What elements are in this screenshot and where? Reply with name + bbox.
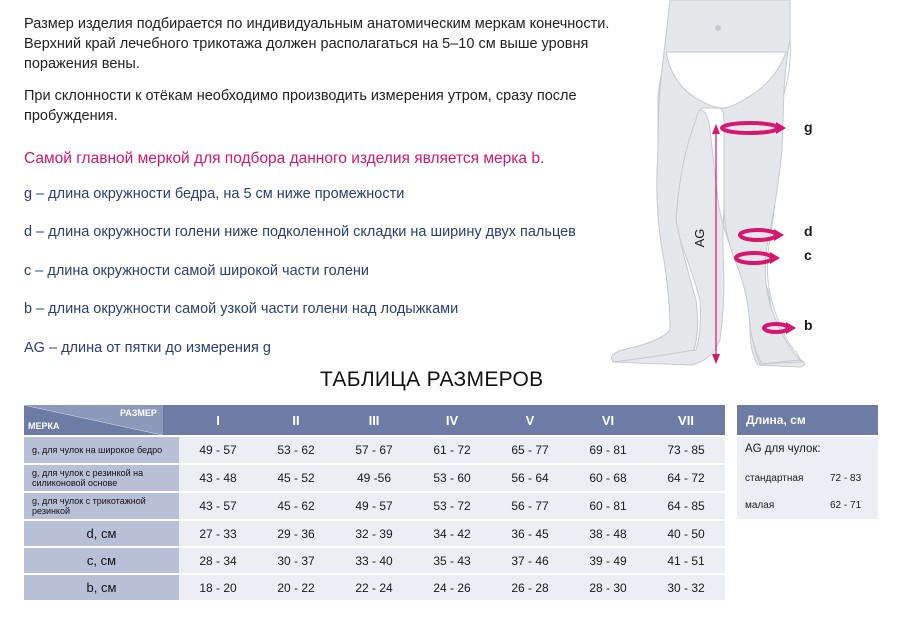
table-row xyxy=(24,465,725,491)
length-header: Длина, см xyxy=(737,405,878,435)
intro-paragraph-2: При склонности к отёкам необходимо производить измерения утром, сразу после пробуждения. xyxy=(24,88,577,124)
table-cell: 49 -56 xyxy=(335,465,413,491)
definition-b: b – длина окружности самой узкой части голени над лодыжками xyxy=(24,301,459,317)
length-row-short-value: 62 - 71 xyxy=(830,500,862,511)
table-cell: 56 - 77 xyxy=(491,493,569,519)
definition-g: g – длина окружности бедра, на 5 см ниже промежности xyxy=(24,186,405,202)
table-cell: 39 - 49 xyxy=(569,548,647,573)
row-label-g-knit: g, для чулок с трикотажной резинкой xyxy=(24,493,179,519)
size-header-3: III xyxy=(335,405,413,435)
table-cell: 60 - 68 xyxy=(569,465,647,491)
table-cell: 24 - 26 xyxy=(413,575,491,600)
size-header-4: IV xyxy=(413,405,491,435)
label-d: d xyxy=(804,223,813,239)
size-header-7: VII xyxy=(647,405,725,435)
length-panel xyxy=(737,437,878,519)
ag-arrow-bottom xyxy=(712,354,720,364)
corner-measure-label: МЕРКА xyxy=(28,421,60,431)
table-cell: 18 - 20 xyxy=(179,575,257,600)
table-cell: 28 - 30 xyxy=(569,575,647,600)
table-cell: 37 - 46 xyxy=(491,548,569,573)
table-cell: 36 - 45 xyxy=(491,521,569,546)
label-c: c xyxy=(804,247,812,263)
label-g: g xyxy=(804,119,813,135)
table-cell: 28 - 34 xyxy=(179,548,257,573)
row-label-g-wide: g, для чулок на широкое бедро xyxy=(24,437,179,463)
intro-paragraph-1: Размер изделия подбирается по индивидуальным анатомическим меркам конечности. Верхний край лечебного трикотажа должен располагаться на 5–10 см выше уровня поражения вены. xyxy=(24,16,610,72)
table-cell: 43 - 48 xyxy=(179,465,257,491)
table-row xyxy=(24,437,725,463)
table-cell: 41 - 51 xyxy=(647,548,725,573)
length-row-standard-name: стандартная xyxy=(745,473,804,484)
table-cell: 32 - 39 xyxy=(335,521,413,546)
navel xyxy=(715,25,721,31)
ag-arrow-top xyxy=(712,124,720,134)
row-label-g-silicone: g, для чулок с резинкой на силиконовой основе xyxy=(24,465,179,491)
leg-figure xyxy=(600,0,840,370)
row-label-d: d, см xyxy=(24,521,179,546)
table-cell: 64 - 85 xyxy=(647,493,725,519)
size-header-2: II xyxy=(257,405,335,435)
table-cell: 49 - 57 xyxy=(179,437,257,463)
table-cell: 35 - 43 xyxy=(413,548,491,573)
corner-size-label: РАЗМЕР xyxy=(120,408,157,418)
table-cell: 30 - 32 xyxy=(647,575,725,600)
table-cell: 29 - 36 xyxy=(257,521,335,546)
table-cell: 43 - 57 xyxy=(179,493,257,519)
definition-d: d – длина окружности голени ниже подколенной складки на ширину двух пальцев xyxy=(24,224,576,240)
size-header-5: V xyxy=(491,405,569,435)
table-cell: 53 - 62 xyxy=(257,437,335,463)
length-subtitle: AG для чулок: xyxy=(745,443,821,455)
table-cell: 30 - 37 xyxy=(257,548,335,573)
intro xyxy=(24,14,624,126)
ag-label: AG xyxy=(692,228,707,248)
table-row xyxy=(24,493,725,519)
table-row xyxy=(24,548,725,573)
table-cell: 73 - 85 xyxy=(647,437,725,463)
table-cell: 45 - 62 xyxy=(257,493,335,519)
table-cell: 49 - 57 xyxy=(335,493,413,519)
table-cell: 64 - 72 xyxy=(647,465,725,491)
length-row-short-name: малая xyxy=(745,500,775,511)
table-cell: 60 - 81 xyxy=(569,493,647,519)
table-cell: 56 - 64 xyxy=(491,465,569,491)
table-cell: 53 - 60 xyxy=(413,465,491,491)
table-cell: 20 - 22 xyxy=(257,575,335,600)
table-cell: 69 - 81 xyxy=(569,437,647,463)
size-table xyxy=(24,403,725,602)
size-header-1: I xyxy=(179,405,257,435)
table-cell: 33 - 40 xyxy=(335,548,413,573)
length-row-standard-value: 72 - 83 xyxy=(830,473,862,484)
table-row xyxy=(24,575,725,600)
table-corner xyxy=(24,405,179,435)
table-cell: 26 - 28 xyxy=(491,575,569,600)
table-cell: 22 - 24 xyxy=(335,575,413,600)
table-cell: 61 - 72 xyxy=(413,437,491,463)
table-cell: 53 - 72 xyxy=(413,493,491,519)
table-cell: 65 - 77 xyxy=(491,437,569,463)
table-cell: 45 - 52 xyxy=(257,465,335,491)
definition-c: c – длина окружности самой широкой части голени xyxy=(24,263,370,279)
definition-ag: AG – длина от пятки до измерения g xyxy=(24,340,271,356)
row-label-b: b, см xyxy=(24,575,179,600)
table-row xyxy=(24,521,725,546)
table-cell: 57 - 67 xyxy=(335,437,413,463)
main-measure-note: Самой главной меркой для подбора данного изделия является мерка b. xyxy=(24,150,545,167)
table-title: ТАБЛИЦА РАЗМЕРОВ xyxy=(320,368,544,391)
table-cell: 40 - 50 xyxy=(647,521,725,546)
size-header-6: VI xyxy=(569,405,647,435)
label-b: b xyxy=(804,317,813,333)
table-cell: 34 - 42 xyxy=(413,521,491,546)
row-label-c: c, см xyxy=(24,548,179,573)
table-cell: 27 - 33 xyxy=(179,521,257,546)
table-cell: 38 - 48 xyxy=(569,521,647,546)
